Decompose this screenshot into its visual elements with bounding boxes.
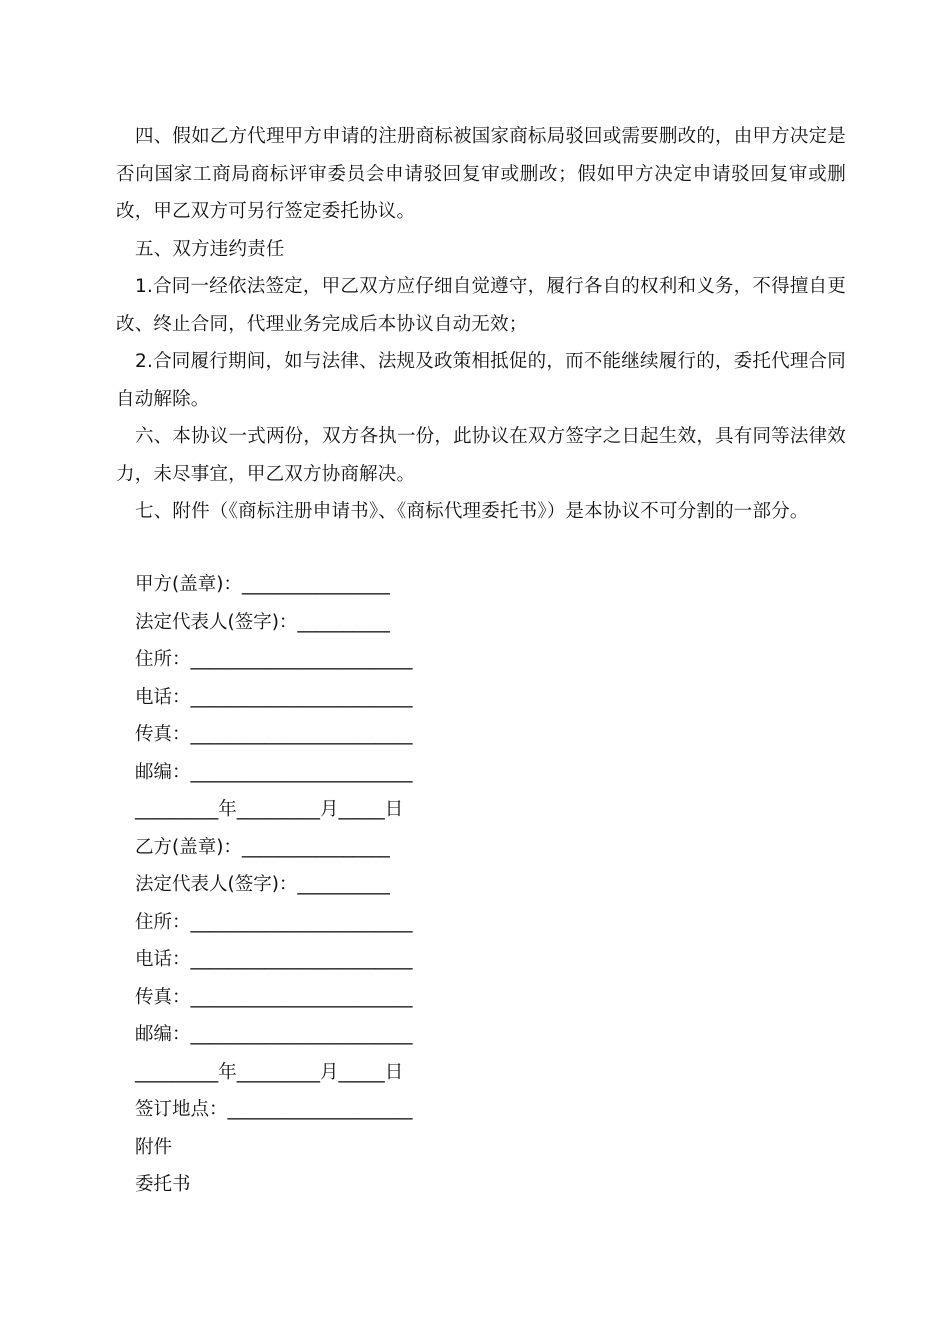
party-a-seal: 甲方(盖章)：________________	[135, 574, 390, 595]
party-a-date: _________年_________月_____日	[135, 799, 404, 820]
contract-body	[116, 118, 846, 531]
party-a-address: 住所：________________________	[135, 649, 413, 670]
clause-4: 四、假如乙方代理甲方申请的注册商标被国家商标局驳回或需要删改的，由甲方决定是否向国家工商局商标评审委员会申请驳回复审或删改；假如甲方决定申请驳回复审或删改，甲乙双方可另行签定委托协议。	[116, 126, 846, 222]
party-a-postcode: 邮编：________________________	[135, 761, 413, 783]
party-b-representative: 法定代表人(签字)：__________	[135, 874, 390, 895]
party-b-phone: 电话：________________________	[135, 949, 413, 970]
signing-place: 签订地点：____________________	[135, 1099, 413, 1120]
party-b-address: 住所：________________________	[135, 911, 413, 933]
party-a-phone: 电话：________________________	[135, 686, 413, 708]
party-b-postcode: 邮编：________________________	[135, 1024, 413, 1045]
attachment-label: 附件	[135, 1136, 173, 1158]
party-b-seal: 乙方(盖章)：________________	[135, 836, 390, 858]
clause-5-item-1: 1.合同一经依法签定，甲乙双方应仔细自觉遵守，履行各自的权利和义务，不得擅自更改、终止合同，代理业务完成后本协议自动无效；	[116, 276, 846, 335]
party-b-fax: 传真：________________________	[135, 986, 413, 1008]
party-a-fax: 传真：________________________	[135, 724, 413, 745]
clause-6: 六、本协议一式两份，双方各执一份，此协议在双方签字之日起生效，具有同等法律效力，未尽事宜，甲乙双方协商解决。	[116, 426, 846, 485]
clause-5-heading: 五、双方违约责任	[135, 238, 285, 260]
party-a-representative: 法定代表人(签字)：__________	[135, 611, 390, 633]
party-b-date: _________年_________月_____日	[135, 1061, 404, 1083]
attachment-title: 委托书	[135, 1174, 191, 1195]
signature-block	[135, 566, 413, 1204]
clause-7: 七、附件（《商标注册申请书》、《商标代理委托书》）是本协议不可分割的一部分。	[135, 501, 809, 522]
clause-5-item-2: 2.合同履行期间，如与法律、法规及政策相抵促的，而不能继续履行的，委托代理合同自动解除。	[116, 351, 846, 410]
